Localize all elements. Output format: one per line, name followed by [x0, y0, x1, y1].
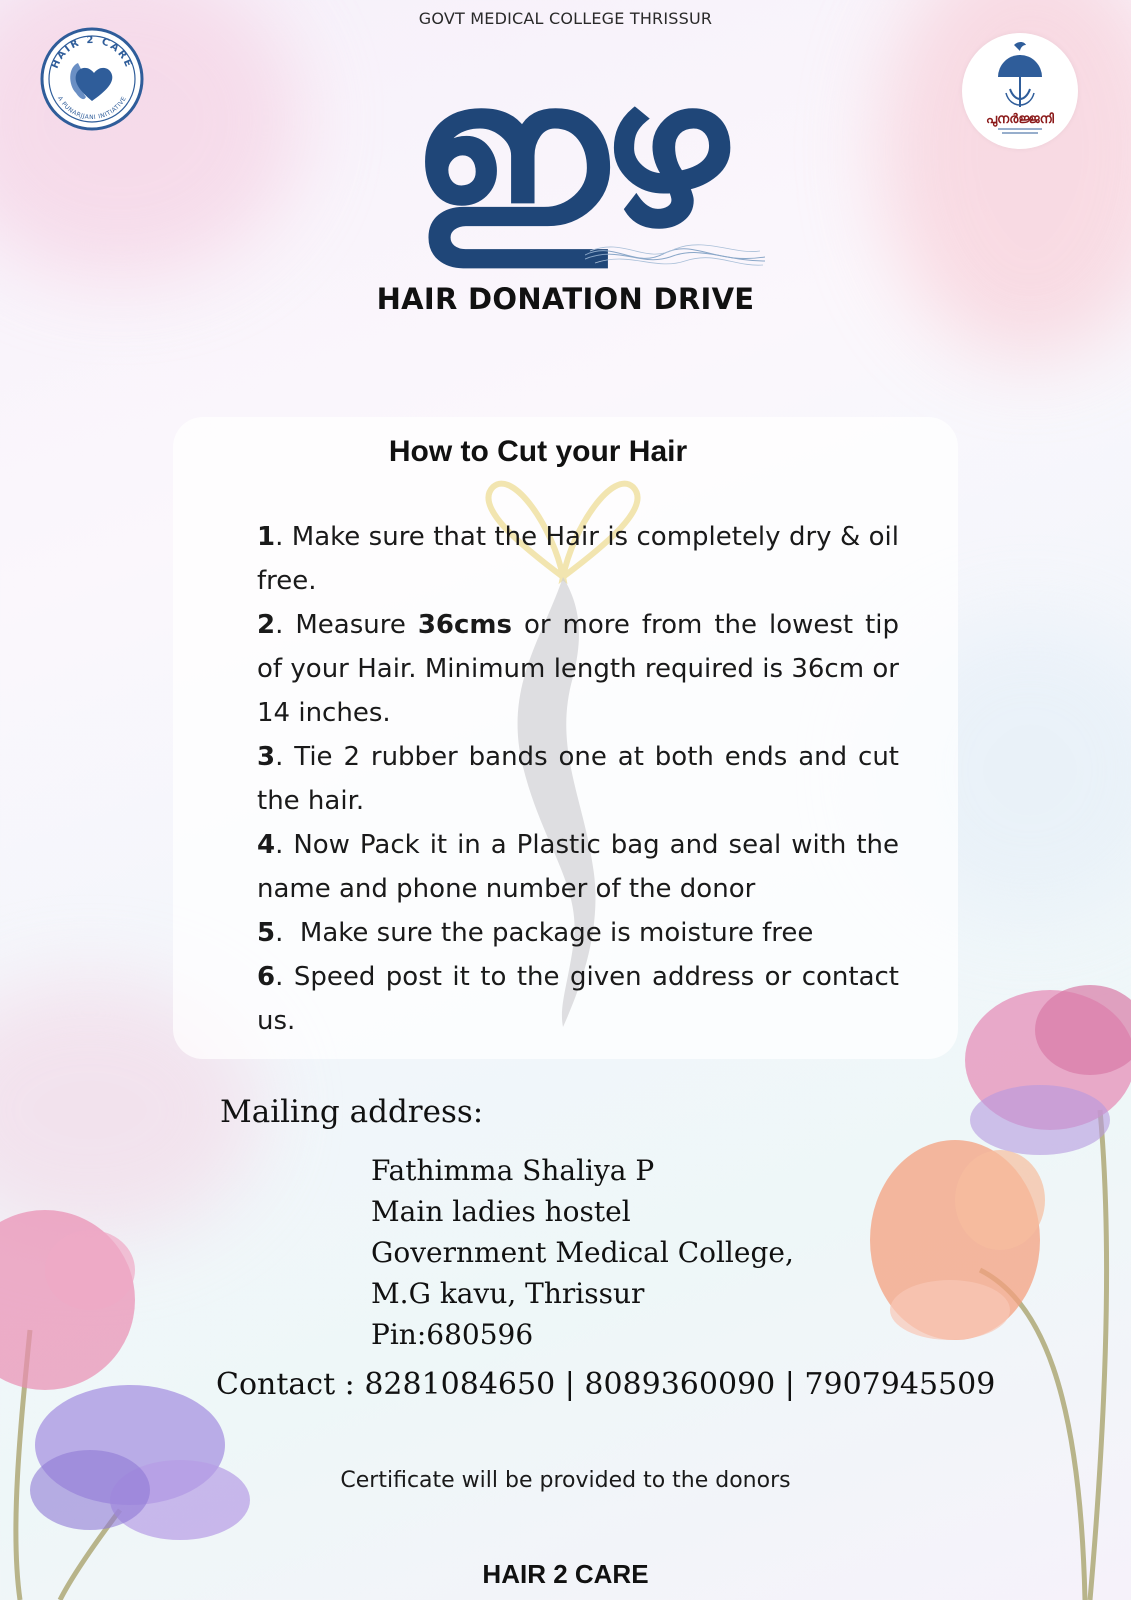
step-text: . Tie 2 rubber bands one at both ends and cut the hair.: [257, 742, 899, 816]
address-line: M.G kavu, Thrissur: [371, 1277, 645, 1310]
logo-right-text: പുനർജ്ജനി: [986, 112, 1054, 127]
step-number: 1: [257, 522, 276, 552]
drive-subtitle: HAIR DONATION DRIVE: [376, 282, 755, 316]
flowers-left-decoration: [0, 1210, 260, 1600]
step-text: or more from the lowest tip of your Hair. Minimum length required is 36cm or 14 inches.: [257, 610, 899, 728]
step-item: [257, 911, 899, 955]
step-item: [257, 603, 899, 735]
instructions-list: [257, 515, 899, 1043]
instructions-card: [173, 417, 958, 1059]
address-line: Fathimma Shaliya P: [371, 1154, 655, 1187]
step-item: [257, 955, 899, 1043]
address-line: Government Medical College,: [371, 1236, 794, 1269]
step-text: . Speed post it to the given address or contact us.: [257, 962, 899, 1036]
step-text: . Make sure the package is moisture free: [275, 918, 814, 948]
mailing-address-label: Mailing address:: [220, 1094, 484, 1130]
punarjjani-logo: [962, 33, 1078, 149]
logo-left-text: HAIR 2 CARE: [49, 34, 135, 71]
step-text: . Make sure that the Hair is completely dry & oil free.: [257, 522, 899, 596]
footer-brand: HAIR 2 CARE: [482, 1559, 649, 1589]
contact-numbers: 8281084650 | 8089360090 | 7907945509: [364, 1367, 996, 1402]
step-number: 5: [257, 918, 276, 948]
malayalam-title: ഇഴ: [410, 38, 720, 271]
step-text: . Measure: [275, 610, 418, 640]
step-item: [257, 735, 899, 823]
certificate-note: Certificate will be provided to the donors: [340, 1468, 791, 1493]
step-number: 6: [257, 962, 276, 992]
step-number: 2: [257, 610, 276, 640]
step-number: 4: [257, 830, 276, 860]
address-line: Main ladies hostel: [371, 1195, 631, 1228]
hair2care-logo: [40, 27, 144, 131]
logo-left-subtext: A PUNARJJANI INITIATIVE: [56, 95, 128, 122]
step-number: 3: [257, 742, 276, 772]
flowers-right-decoration: [860, 970, 1131, 1600]
institution-name: GOVT MEDICAL COLLEGE THRISSUR: [418, 9, 713, 28]
instructions-title: How to Cut your Hair: [388, 435, 688, 468]
hair-strand-decoration: [585, 235, 765, 275]
mailing-address: [371, 1150, 794, 1355]
step-text: . Now Pack it in a Plastic bag and seal with the name and phone number of the donor: [257, 830, 899, 904]
address-line: Pin:680596: [371, 1318, 534, 1351]
contact-label: Contact :: [216, 1367, 355, 1402]
step-highlight: 36cms: [417, 610, 512, 640]
step-item: [257, 823, 899, 911]
step-item: [257, 515, 899, 603]
